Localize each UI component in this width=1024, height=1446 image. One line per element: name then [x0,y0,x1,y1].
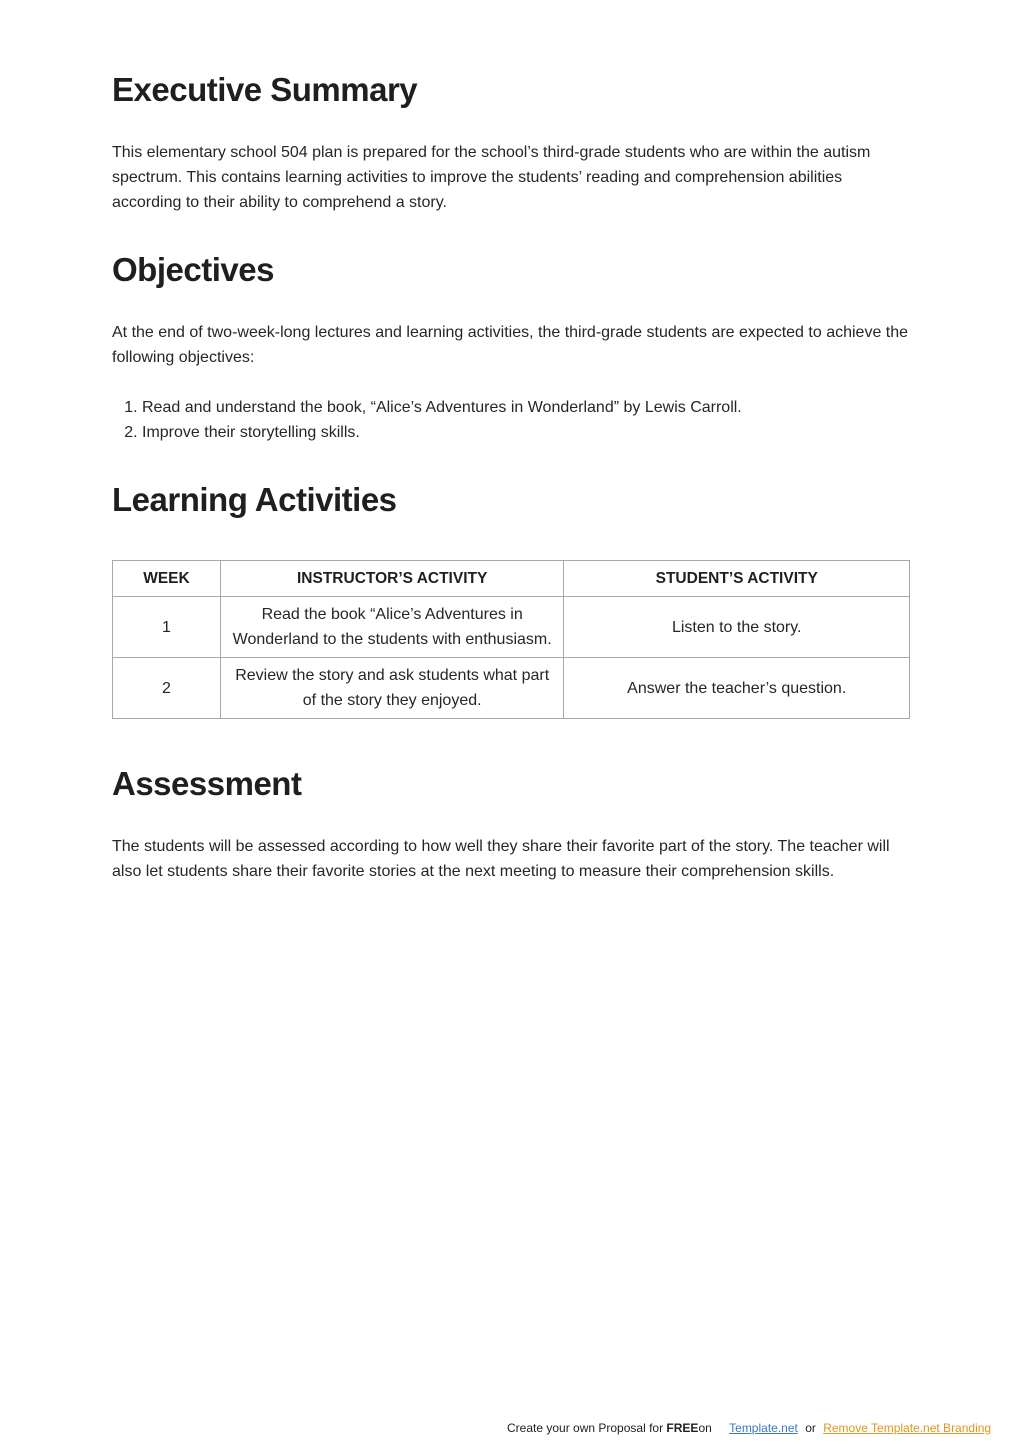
footer-on: on [698,1421,712,1435]
footer-free: FREE [666,1421,699,1435]
instructor-activity-cell: Read the book “Alice’s Adventures in Wonderland to the students with enthusiasm. [220,597,564,658]
assessment-heading: Assessment [112,765,302,802]
executive-summary-body: This elementary school 504 plan is prepared for the school’s third-grade students who are within the autism spectrum. This contains learning activities to improve the students’ reading and comprehension abilities according to their ability to comprehend a story. [112,144,871,211]
column-header-student-activity: STUDENT’S ACTIVITY [564,561,910,597]
instructor-activity-cell: Review the story and ask students what part of the story they enjoyed. [220,658,564,719]
objectives-intro: At the end of two-week-long lectures and learning activities, the third-grade students are expected to achieve the following objectives: [112,324,909,366]
executive-summary-heading: Executive Summary [112,71,418,108]
learning-activities-heading: Learning Activities [112,481,397,518]
table-row [113,658,910,719]
template-net-link[interactable]: Template.net [729,1421,798,1435]
footer-or: or [805,1421,816,1435]
student-activity-cell: Answer the teacher’s question. [564,658,910,719]
week-cell: 1 [113,597,221,658]
column-header-instructor-activity: INSTRUCTOR’S ACTIVITY [220,561,564,597]
footer-prefix: Create your own Proposal for [507,1421,667,1435]
remove-branding-link[interactable]: Remove Template.net Branding [823,1421,992,1435]
assessment-body: The students will be assessed according to how well they share their favorite part of the story. The teacher will also let students share their favorite stories at the next meeting to measure their comprehension skills. [112,838,890,880]
table-header-row [113,561,910,597]
objectives-heading: Objectives [112,251,274,288]
objectives-list [112,395,910,445]
column-header-week: WEEK [113,561,221,597]
week-cell: 2 [113,658,221,719]
table-row [113,597,910,658]
objective-item: 1. Read and understand the book, “Alice’s Adventures in Wonderland” by Lewis Carroll. [142,395,910,420]
student-activity-cell: Listen to the story. [564,597,910,658]
learning-activities-table [112,560,910,719]
footer-branding [507,1419,991,1437]
objective-item: 2. Improve their storytelling skills. [142,420,910,445]
